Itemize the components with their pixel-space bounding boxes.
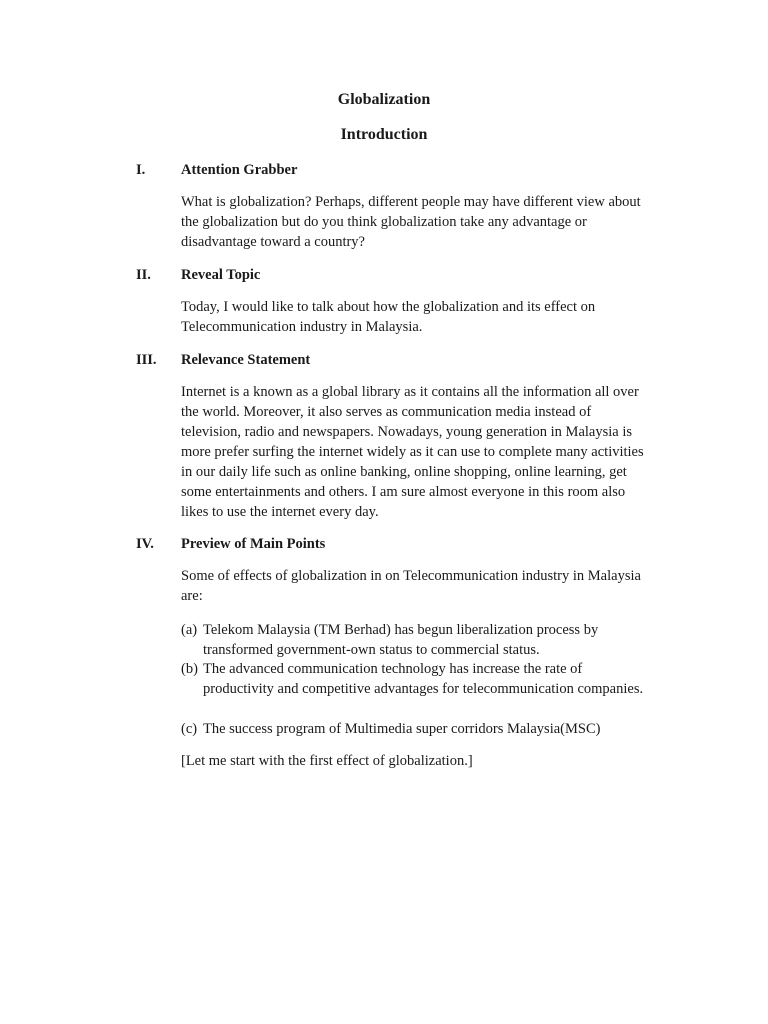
list-item bbox=[181, 659, 651, 699]
section-number: I. bbox=[136, 162, 146, 178]
section-paragraph: Internet is a known as a global library as it contains all the information all over the world. Moreover, it also serves as communication media instead of television, radio and newspapers. Nowadays, young generation in Malaysia is more prefer surfing the internet widely as it can use to complete many activities in our daily life such as online banking, online shopping, online learning, get some entertainments and others. I am sure almost everyone in this room also likes to use the internet every day. bbox=[181, 384, 644, 520]
list-marker: (a) bbox=[181, 622, 198, 638]
section-number: IV. bbox=[136, 536, 154, 552]
list-item-text: The advanced communication technology has increase the rate of productivity and competitive advantages for telecommunication companies. bbox=[203, 661, 644, 697]
list-marker: (c) bbox=[181, 721, 198, 737]
section-heading: Reveal Topic bbox=[181, 267, 261, 283]
section-heading: Relevance Statement bbox=[181, 352, 311, 368]
section-intro: Some of effects of globalization in on Telecommunication industry in Malaysia are: bbox=[181, 568, 641, 604]
list-marker: (b) bbox=[181, 661, 198, 677]
list-item-text: Telekom Malaysia (TM Berhad) has begun liberalization process by transformed government-own status to commercial status. bbox=[203, 622, 599, 658]
transition-text: [Let me start with the first effect of globalization.] bbox=[181, 753, 473, 769]
section-number: II. bbox=[136, 267, 151, 283]
list-item bbox=[181, 719, 651, 739]
document-subtitle: Introduction bbox=[340, 126, 428, 143]
list-item-text: The success program of Multimedia super corridors Malaysia(MSC) bbox=[203, 721, 601, 737]
section-heading: Preview of Main Points bbox=[181, 536, 326, 552]
section-number: III. bbox=[136, 352, 157, 368]
document-title: Globalization bbox=[337, 91, 431, 108]
section-heading: Attention Grabber bbox=[181, 162, 298, 178]
list-item bbox=[181, 620, 651, 660]
section-paragraph: What is globalization? Perhaps, different people may have different view about the globalization but do you think globalization take any advantage or disadvantage toward a country? bbox=[181, 194, 641, 250]
section-paragraph: Today, I would like to talk about how the globalization and its effect on Telecommunication industry in Malaysia. bbox=[181, 299, 596, 335]
